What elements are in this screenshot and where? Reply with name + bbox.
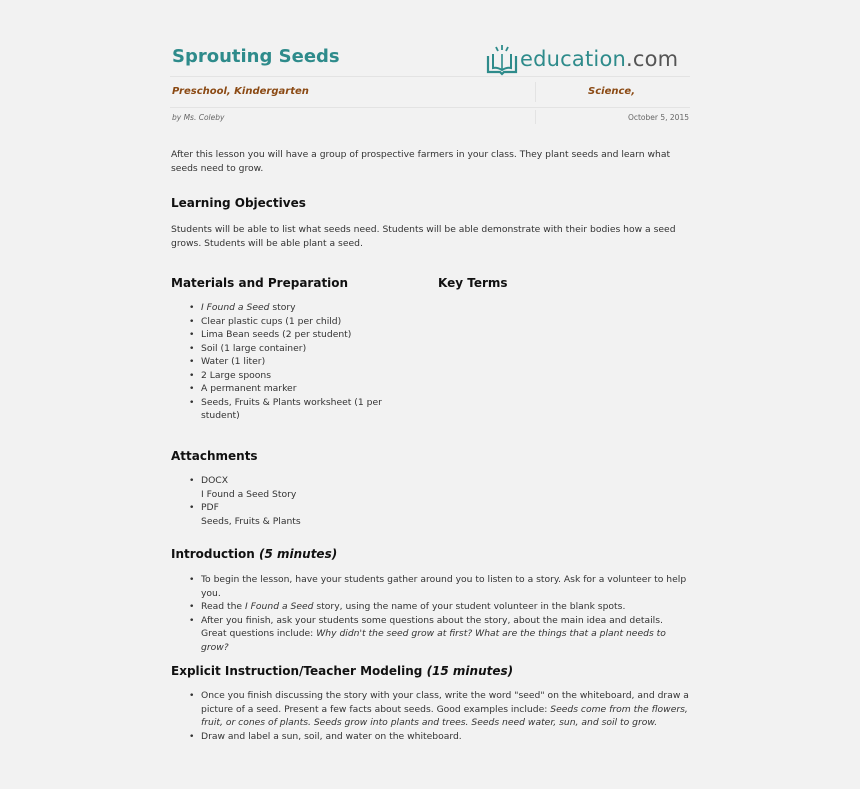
list-item: • Clear plastic cups (1 per child) xyxy=(171,315,401,329)
key-terms-heading: Key Terms xyxy=(438,276,508,290)
attachments-heading: Attachments xyxy=(171,449,258,463)
attachment-link[interactable]: Seeds, Fruits & Plants xyxy=(201,515,301,527)
logo-text-main: education xyxy=(520,47,627,71)
lesson-plan-sheet xyxy=(155,0,705,789)
list-item: • Water (1 liter) xyxy=(171,355,401,369)
divider xyxy=(170,76,690,77)
column-divider xyxy=(535,82,536,102)
lesson-title: Sprouting Seeds xyxy=(172,46,340,67)
introduction-heading: Introduction (5 minutes) xyxy=(171,547,338,561)
attachments-list xyxy=(171,474,471,528)
materials-heading: Materials and Preparation xyxy=(171,276,349,290)
grade-levels: Preschool, Kindergarten xyxy=(172,86,309,97)
list-item: • A permanent marker xyxy=(171,382,401,396)
list-item: • Read the I Found a Seed story, using the name of your student volunteer in the blank spots. xyxy=(171,600,691,614)
list-item: • I Found a Seed story xyxy=(171,301,401,315)
publish-date: October 5, 2015 xyxy=(627,113,689,122)
explicit-instruction-heading: Explicit Instruction/Teacher Modeling (15 minutes) xyxy=(171,664,514,678)
introduction-list xyxy=(171,573,691,654)
learning-objectives-text: Students will be able to list what seeds need. Students will be able demonstrate with their bodies how a seed grows. Students will be able plant a seed. xyxy=(171,224,676,249)
subject: Science, xyxy=(588,86,635,97)
page-cutoff xyxy=(155,745,705,789)
list-item: • Seeds, Fruits & Plants worksheet (1 per student) xyxy=(171,396,401,423)
attachment-link[interactable]: I Found a Seed Story xyxy=(201,488,297,500)
learning-objectives-heading: Learning Objectives xyxy=(171,196,306,210)
list-item: • Once you finish discussing the story with your class, write the word "seed" on the whiteboard, and draw a picture of a seed. Present a few facts about seeds. Good examples include: Seeds come from the flowers, fruit, or cones of plants. Seeds grow into plants and trees. Seeds need water, sun, and soil to grow. xyxy=(171,689,691,730)
divider xyxy=(170,107,690,108)
intro-paragraph: After this lesson you will have a group of prospective farmers in your class. They plant seeds and learn what seeds need to grow. xyxy=(171,149,671,174)
column-divider xyxy=(535,110,536,124)
list-item: • Draw and label a sun, soil, and water on the whiteboard. xyxy=(171,730,691,744)
list-item: • 2 Large spoons xyxy=(171,369,401,383)
list-item: • To begin the lesson, have your students gather around you to listen to a story. Ask for a volunteer to help you. xyxy=(171,573,691,600)
materials-list xyxy=(171,301,401,423)
attachment-type: • DOCX xyxy=(171,474,471,488)
list-item: • After you finish, ask your students some questions about the story, about the main idea and details. Great questions include: Why didn't the seed grow at first? What are the things that a plant needs to grow? xyxy=(171,614,691,655)
list-item: • Lima Bean seeds (2 per student) xyxy=(171,328,401,342)
list-item: • Soil (1 large container) xyxy=(171,342,401,356)
education-com-logo[interactable] xyxy=(485,42,678,76)
attachment-type: • PDF xyxy=(171,501,471,515)
logo-text-tld: .com xyxy=(626,47,679,71)
author: by Ms. Coleby xyxy=(172,113,225,122)
book-logo-icon xyxy=(485,42,519,76)
